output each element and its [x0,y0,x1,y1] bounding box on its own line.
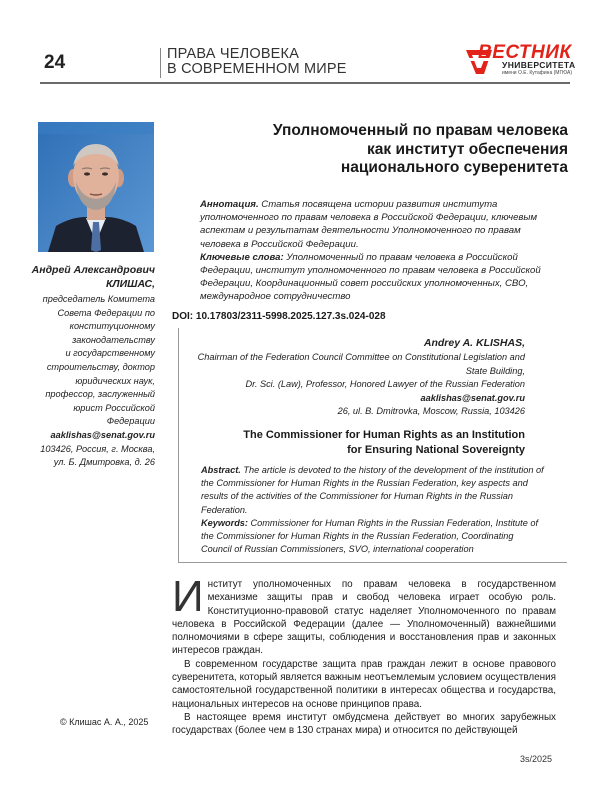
annotation-abstract-text: Статья посвящена истории развития института уполномоченного по правам человека в Российской Федерации, ключевым аспектам и результатам деятельности Уполномоченного по правам человека в Российской Федерации. [200,199,538,250]
annotation-abstract [200,198,545,251]
author-email-link[interactable]: aaklishas@senat.gov.ru [50,429,155,440]
author-address-line: 103426, Россия, г. Москва, [40,443,155,454]
author-position-line: законодательству [72,334,155,345]
body-paragraph: В современном государстве защита прав граждан лежит в основе правового суверенитета, который является важным неотъемлемым условием осуществления самостоятельной государственной политики в интересах общества и государства, национальных интересов на основе принципов права. [172,658,556,710]
journal-logo [462,42,576,78]
author-position-line: конституционному [69,321,155,332]
article-title-ru [190,122,568,178]
abstract-en-paragraph [201,464,546,517]
author-position-line: юридических наук, [75,375,155,386]
issue-number: 3s/2025 [520,754,553,764]
keywords-en-label: Keywords: [201,517,248,528]
logo-title: ВЕСТНИК [478,42,572,63]
copyright: © Клишас А. А., 2025 [60,717,149,727]
article-title-ru-line: как институт обеспечения [367,140,568,158]
logo-subtitle: УНИВЕРСИТЕТА [502,60,576,70]
header-rule [40,82,570,84]
article-title-en-line: The Commissioner for Human Rights as an Institution [243,429,525,441]
author-en-line: Chairman of the Federation Council Committee on Constitutional Legislation and [197,352,525,362]
body-paragraph: В настоящее время институт омбудсмена действует во многих зарубежных государствах (более чем в 130 странах мира) и относится по действующей [172,711,556,737]
author-surname: КЛИШАС, [105,278,155,290]
doi[interactable]: DOI: 10.17803/2311-5998.2025.127.3s.024-028 [172,311,386,322]
author-position-line: председатель Комитета [42,294,155,304]
abstract-en [201,464,546,556]
article-title-ru-line: национального суверенитета [340,159,568,176]
author-portrait-icon [38,122,154,252]
author-en-line: Dr. Sci. (Law), Professor, Honored Lawyer of the Russian Federation [245,379,525,390]
author-photo [38,122,154,252]
author-position-line: и государственному [65,348,155,359]
body-paragraph-text: нститут уполномоченных по правам человека в государственном механизме защиты прав и свобод человека играет особую роль. Конституционно-правовой статус наделяет Уполномоченного по правам человека в Российской Федерации (далее — Уполномоченный) важнейшими полномочиями в сфере защиты, соблюдения и восстановления прав и законных интересов граждан. [172,579,556,657]
article-body [172,572,556,738]
author-address-line: ул. Б. Дмитровка, д. 26 [53,457,155,468]
author-info-en [195,336,525,419]
logo-caption: имени О.Е. Кутафина (МГЮА) [502,70,573,76]
english-summary-box [178,328,567,563]
annotation-abstract-label: Аннотация. [200,199,259,210]
header-divider [160,48,161,78]
annotation-keywords [200,251,545,304]
annotation-ru [200,198,545,304]
author-position-line: Федерации [106,416,155,427]
keywords-en-paragraph [201,517,546,557]
author-position-line: Совета Федерации по [57,307,155,318]
section-title [167,47,347,77]
annotation-keywords-text: Уполномоченный по правам человека в Российской Федерации, институт уполномоченного по правам человека в Российской Федерации, Координационный совет российских уполномоченных, СВО, международное сотрудничество [200,251,541,303]
author-en-line: State Building, [465,365,525,376]
author-info-ru [30,264,155,470]
author-position-line: юрист Российской [73,402,155,413]
author-address-en: 26, ul. B. Dmitrovka, Moscow, Russia, 103426 [337,406,525,417]
annotation-keywords-label: Ключевые слова: [200,251,284,263]
article-title-ru-line: Уполномоченный по правам человека [272,122,568,139]
section-title-line-2: В СОВРЕМЕННОМ МИРЕ [167,61,347,77]
page-number: 24 [44,52,66,73]
article-title-en [195,428,525,458]
body-paragraph [172,572,556,658]
article-title-en-line: for Ensuring National Sovereignty [347,444,525,456]
author-email-en-link[interactable]: aaklishas@senat.gov.ru [420,392,525,403]
drop-cap: И [172,572,204,621]
author-position-line: профессор, заслуженный [45,389,155,400]
author-position-line: строительству, доктор [46,361,155,372]
abstract-en-label: Abstract. [201,465,241,475]
author-name-en: Andrey A. KLISHAS, [423,337,525,349]
section-title-line-1: ПРАВА ЧЕЛОВЕКА [167,46,300,62]
keywords-en-text: Commissioner for Human Rights in the Russian Federation, Institute of the Commissioner for Human Rights in the Russian Federation, Coordinating Council of Russian Commissioners, SVO, international cooperation [201,517,539,555]
author-name: Андрей Александрович [31,264,155,276]
abstract-en-text: The article is devoted to the history of the development of the institution of the Commissioner for Human Rights in the Russian Federation, key aspects and results of the activities of the Commissioner for Human Rights in the Russian Federation. [201,465,544,515]
